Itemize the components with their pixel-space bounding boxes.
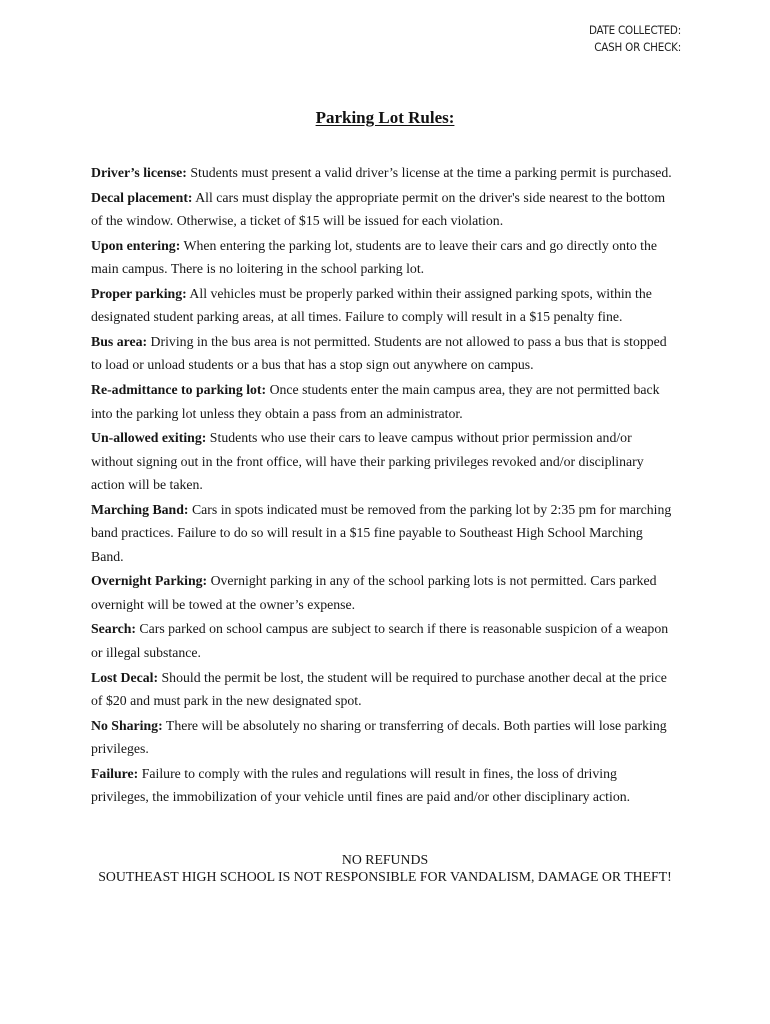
rule-no-sharing	[91, 714, 676, 761]
rule-label: Driver’s license:	[91, 165, 187, 180]
rule-text: Failure to comply with the rules and regulations will result in fines, the loss of driving privileges, the immobilization of your vehicle until fines are paid and/or other disciplinary action.	[91, 765, 631, 805]
rule-label: Upon entering:	[91, 237, 181, 253]
rules-list	[91, 161, 676, 810]
rule-text: Once students enter the main campus area, they are not permitted back into the parking lot unless they obtain a pass from an administrator.	[91, 382, 660, 421]
rule-text: Should the permit be lost, the student will be required to purchase another decal at the price of $20 and must park in the new designated spot.	[91, 669, 667, 708]
rule-label: Decal placement:	[91, 189, 193, 205]
rule-text: When entering the parking lot, students are to leave their cars and go directly onto the main campus. There is no loitering in the school parking lot.	[91, 237, 658, 277]
rule-drivers-license	[91, 161, 676, 184]
rule-proper-parking	[91, 282, 676, 329]
rule-label: Search:	[91, 621, 136, 637]
rule-bus-area	[91, 330, 676, 377]
rule-text: Overnight parking in any of the school parking lots is not permitted. Cars parked overnight will be towed at the owner’s expense.	[91, 573, 657, 612]
rule-label: Re-admittance to parking lot:	[91, 382, 267, 398]
rule-label: Failure:	[91, 765, 139, 781]
footer-notice	[0, 851, 770, 885]
cash-or-check-label: CASH OR CHECK:	[594, 40, 681, 54]
liability-disclaimer: SOUTHEAST HIGH SCHOOL IS NOT RESPONSIBLE FOR VANDALISM, DAMAGE OR THEFT!	[98, 869, 672, 884]
rule-label: Lost Decal:	[91, 669, 159, 685]
rule-decal-placement	[91, 186, 676, 233]
rule-label: Proper parking:	[91, 285, 187, 301]
rule-marching-band	[91, 498, 676, 568]
rule-label: Un-allowed exiting:	[91, 430, 207, 446]
rule-label: Overnight Parking:	[91, 573, 208, 589]
no-refunds-notice: NO REFUNDS	[341, 852, 429, 867]
rule-label: No Sharing:	[91, 717, 163, 733]
rule-lost-decal	[91, 666, 676, 713]
date-collected-label: DATE COLLECTED:	[588, 23, 681, 37]
rule-text: Students who use their cars to leave campus without prior permission and/or without signing out in the front office, will have their parking privileges revoked and/or disciplinary action will be taken.	[91, 430, 644, 493]
rule-label: Bus area:	[91, 334, 148, 350]
rule-label: Marching Band:	[91, 501, 189, 517]
rule-text: Cars in spots indicated must be removed from the parking lot by 2:35 pm for marching band practices. Failure to do so will result in a $15 fine payable to Southeast High School Marching Band.	[91, 501, 672, 564]
rule-un-allowed-exiting	[91, 426, 676, 496]
rule-search	[91, 617, 676, 664]
rule-text: All cars must display the appropriate permit on the driver's side nearest to the bottom of the window. Otherwise, a ticket of $15 will be issued for each violation.	[91, 189, 666, 229]
rule-text: Students must present a valid driver’s license at the time a parking permit is purchased.	[186, 165, 672, 180]
rule-text: Cars parked on school campus are subject to search if there is reasonable suspicion of a weapon or illegal substance.	[91, 621, 669, 660]
rule-text: There will be absolutely no sharing or transferring of decals. Both parties will lose parking privileges.	[91, 717, 667, 757]
rule-failure	[91, 762, 676, 809]
page-title: Parking Lot Rules:	[315, 108, 455, 127]
rule-overnight-parking	[91, 569, 676, 616]
rule-upon-entering	[91, 234, 676, 281]
rule-text: All vehicles must be properly parked within their assigned parking spots, within the designated student parking areas, at all times. Failure to comply will result in a $15 penalty fine.	[91, 285, 652, 325]
rule-re-admittance	[91, 378, 676, 425]
collection-header	[589, 22, 681, 56]
rule-text: Driving in the bus area is not permitted. Students are not allowed to pass a bus that is stopped to load or unload students or a bus that has a stop sign out anywhere on campus.	[91, 334, 667, 373]
